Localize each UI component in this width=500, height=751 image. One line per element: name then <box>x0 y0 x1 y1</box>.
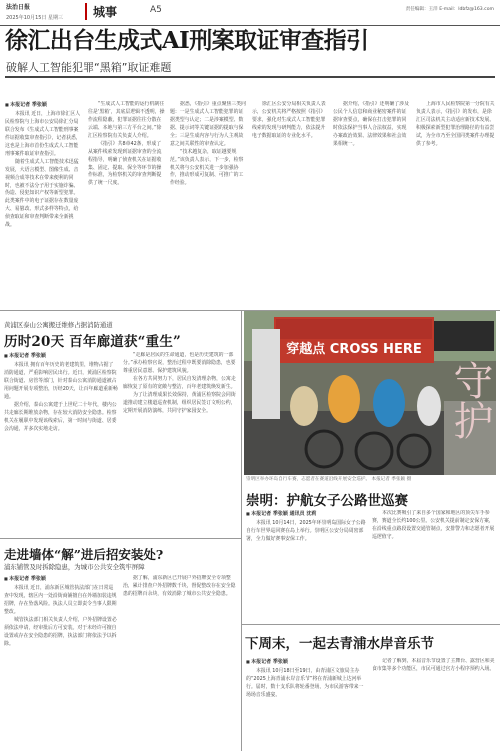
lead-paragraph: 据介绍，《指引》还明确了涉及公民个人信息和商业秘密案件的证据审查要点，确保在打击犯罪的同时依法保护当事人合法权益，实现办案政治效果、法律效果和社会效果相统一。 <box>333 101 410 147</box>
issue-date: 2025年10月15日 星期三 <box>6 15 64 21</box>
section3-byline: ■ 本报记者 季张颖 通讯员 沈莉 <box>246 510 366 518</box>
section3-title: 崇明：护航女子公路世巡赛 <box>246 493 408 509</box>
lead-column-2 <box>88 101 165 303</box>
lead-column-6 <box>416 101 496 303</box>
lead-paragraph: 徐汇区公安分局相关负责人表示，公安机关将严格按照《指引》要求，强化对生成式人工智能犯罪线索的发现与研判能力，依法提升电子数据取证的专业化水平。 <box>252 101 326 139</box>
page-number: A5 <box>150 5 162 15</box>
section5-column-1 <box>246 658 366 749</box>
lead-paragraph: 据悉，《指引》重点聚焦三类问题：一是生成式人工智能犯罪的证据类型与认定；二是涉案模型、数据、提示词等关键证据的提取与保全；三是生成内容与行为人主观故意之间关联性的审查认定。 <box>170 101 247 147</box>
section2-paragraph: 在各方共同努力下，居民自发清理杂物，公寓走廊恢复了原有的宽敞与整洁，百年老建筑焕发新生。 <box>123 375 236 390</box>
lead-column-1 <box>5 101 83 303</box>
section5-byline: ■ 本报记者 季张颖 <box>246 658 366 666</box>
section4-title: 走进墙体“解”进后招安装处? <box>4 547 164 562</box>
lead-paragraph: 《指引》共8章42条，形成了从案件线索发现到证据审查的全流程指导，明确了侦查机关在证据收集、固定、提取、保全等环节的操作标准，为检察机关的审查判断提供了统一尺度。 <box>88 140 162 187</box>
section-name: 城事 <box>85 3 117 20</box>
section-divider <box>242 624 500 625</box>
section3-column-2 <box>372 510 496 620</box>
section5-paragraph: 记者了解到，本届音乐节设置了主舞台、露营区和美食市集等多个功能区，市民可通过官方小程序预约入场。 <box>372 658 495 672</box>
section4-kicker: 浦东铺管及时拆除隐患，为城市公共安全筑牢屏障 <box>4 563 145 571</box>
lead-byline: ■ 本报记者 季张颖 <box>5 101 83 109</box>
photo-caption: 崇明区举办环岛自行车赛，志愿者在赛道沿线开展安全巡护。 本报记者 季张颖 摄 <box>246 477 412 482</box>
lead-paragraph: 随着生成式人工智能技术迅猛发展，大语言模型、图像生成、音视频合成等技术在带来便利的同时，也被不法分子用于实施诈骗、伪造、侵犯知识产权等新型犯罪。此类案件中的电子证据存在数量庞大、易篡改、形式多样等特点，给侦查取证和审查判断带来全新挑战。 <box>5 158 79 229</box>
section2-kicker: 黄浦区泰山公寓搬迁维修占据消防通道 <box>4 321 113 329</box>
photo-sign-text: 穿越点 CROSS HERE <box>286 342 422 357</box>
section2-title: 历时20天 百年廊道获“重生” <box>4 334 182 350</box>
section4-paragraph: 据了解，浦东新区已开展户外招牌安全专项整治，累计排查户外招牌数千块，督促整改存在安全隐患的招牌百余块，有效消除了城市公共安全隐患。 <box>123 575 236 597</box>
section2-column-1 <box>4 352 118 530</box>
section2-paragraph: “走廊是居民的生命通道，也是历史建筑的一部分。”承办检察官说，整治过程中既要消除隐患，也要尊重居民意愿、保护建筑风貌。 <box>123 352 236 374</box>
section4-paragraph: 本报讯 近日，浦东新区城管执法部门在日常巡查中发现，辖区内一处沿街商铺擅自在外墙加装违规招牌，存在坠落风险。执法人员立即责令当事人限期整改。 <box>4 585 117 615</box>
lead-column-5 <box>333 101 411 303</box>
lead-paragraph: “技术越复杂，取证越要规范。”该负责人表示，下一步，检察机关将与公安机关进一步加强协作，推动形成可复制、可推广的工作经验。 <box>170 148 244 187</box>
masthead <box>0 0 500 26</box>
lead-column-3 <box>170 101 247 303</box>
lead-headline: 徐汇出台生成式AI刑案取证审查指引 <box>5 27 369 54</box>
lead-paragraph: 本报讯 近日，上海市徐汇区人民检察院与上海市公安局徐汇分局联合发布《生成式人工智能刑事案件证据收集审查指引》，记者获悉，这也是上海市首份生成式人工智能刑事案件取证审查指引。 <box>5 111 81 157</box>
lead-paragraph: 上海市人民检察院第一分院有关负责人表示，《指引》的发布，是徐汇区司法机关主动适应新技术发展、积极探索新型犯罪治理路径的有益尝试，为全市乃至全国同类案件办理提供了参考。 <box>416 101 495 147</box>
section-divider <box>0 538 241 539</box>
section5-column-2 <box>372 658 496 749</box>
section3-paragraph: 本报讯 10月14日，2025年环崇明岛国际女子公路自行车世界巡回赛在岛上举行。崇明区公安分局周密部署，全力做好赛事安保工作。 <box>246 520 366 542</box>
newspaper-name: 法治日报 <box>6 4 31 11</box>
section2-paragraph: 据介绍，泰山公寓建于上世纪二十年代，楼内公共走廊长期堆放杂物，存在较大消防安全隐患。检察机关在履职中发现该线索后，第一时间与街道、居委会沟通，并多次实地走访。 <box>4 401 117 432</box>
lead-subhead: 破解人工智能犯罪“黑箱”取证难题 <box>6 61 172 74</box>
section3-column-1 <box>246 510 366 620</box>
headline-rule <box>5 76 495 78</box>
section5-title: 下周末，一起去青浦水岸音乐节 <box>245 636 434 652</box>
section3-paragraph: 本次比赛吸引了来自多个国家和地区的顶尖车手参赛，赛道全长约100公里。公安机关提前制定安保方案，在沿线重点路段设置交通管制点，安排警力和志愿者开展巡逻值守。 <box>372 510 495 540</box>
section4-paragraph: 城管执法部门相关负责人介绍，户外招牌设置必须依法申请，经审批后方可安装。对于未经许可擅自设置或存在安全隐患的招牌，执法部门将依法予以拆除。 <box>4 616 117 647</box>
section2-byline: ■ 本报记者 季张颖 <box>4 352 118 360</box>
decorative-character: 守护 <box>447 360 493 440</box>
section2-column-2 <box>123 352 239 530</box>
section4-column-2 <box>123 575 239 749</box>
lead-paragraph: “生成式人工智能的运行机制往往是‘黑箱’，其底层逻辑不透明，操作流程隐蔽，犯罪证据往往分散在云端、本地与第三方平台之间。”徐汇区检察院有关负责人介绍。 <box>88 101 165 139</box>
section4-column-1 <box>4 575 118 749</box>
column-divider <box>241 311 242 751</box>
lead-column-4 <box>252 101 329 303</box>
section2-paragraph: 本报讯 拥有百年历史的老建筑里，堆物占据了消防通道，严重影响居民出行。近日，黄浦区检察院联合街道、房管等部门，针对泰山公寓消防通道被占用问题开展专项整治，历经20天，让百年廊道重新畅通。 <box>4 362 118 400</box>
section4-byline: ■ 本报记者 季张颖 <box>4 575 118 583</box>
editor-info: 责任编辑：王洋 E-mail：ldbfz@163.com <box>405 7 494 12</box>
section5-paragraph: 本报讯 10月18日至19日，由青浦区文旅局主办的“2025上海青浦水岸音乐节”将在青浦新城上达河举行。届时，数十支乐队将轮番登场，为市民游客带来一场场音乐盛宴。 <box>246 668 364 698</box>
section2-paragraph: 为了让清理成果长效保持，黄浦区检察院会同街道推动建立楼道巡查机制，组织居民签订文明公约，定期开展消防演练，共同守护家园安全。 <box>123 391 236 414</box>
